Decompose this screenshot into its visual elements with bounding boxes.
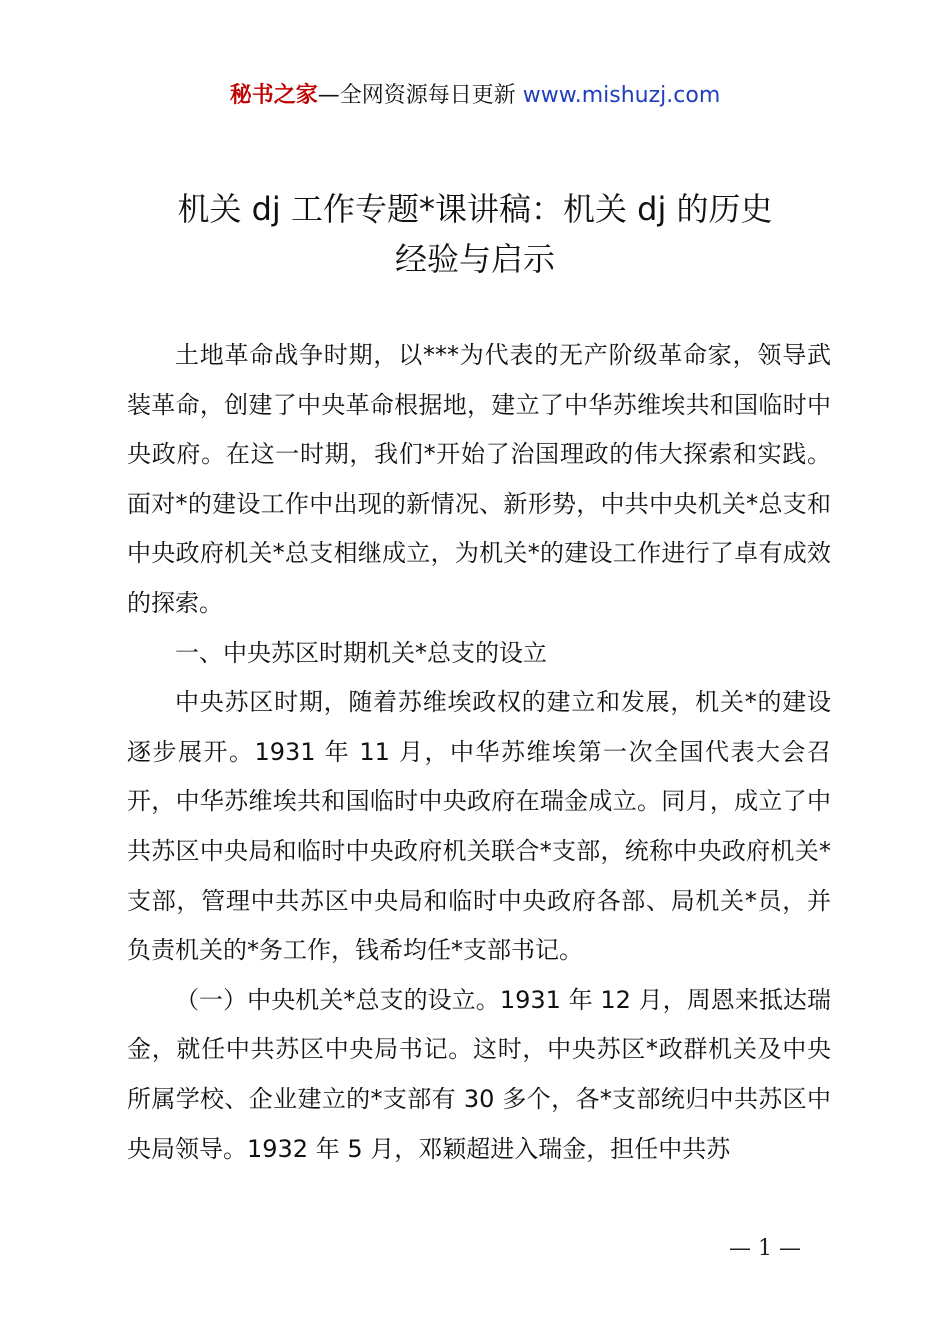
paragraph-intro: 土地革命战争时期，以***为代表的无产阶级革命家，领导武装革命，创建了中央革命根据地，建立了中华苏维埃共和国临时中央政府。在这一时期，我们*开始了治国理政的伟大探索和实践。面对*的建设工作中出现的新情况、新形势，中共中央机关*总支和中央政府机关*总支相继成立，为机关*的建设工作进行了卓有成效的探索。 (127, 341, 831, 617)
paragraph: （一）中央机关*总支的设立。1931 年 12 月，周恩来抵达瑞金，就任中共苏区中央局书记。这时，中央苏区*政群机关及中央所属学校、企业建立的*支部有 30 多个，各*支部统归中共苏区中央局领导。1932 年 5 月，邓颖超进入瑞金，担任中共苏 (127, 985, 831, 1163)
document-body (127, 331, 831, 1174)
document-title (120, 184, 830, 284)
banner-slogan: —全网资源每日更新 (317, 83, 523, 108)
page-number: — 1 — (729, 1236, 801, 1261)
site-url[interactable]: www.mishuzj.com (522, 83, 721, 108)
paragraph: 中央苏区时期，随着苏维埃政权的建立和发展，机关*的建设逐步展开。1931 年 11 月，中华苏维埃第一次全国代表大会召开，中华苏维埃共和国临时中央政府在瑞金成立。同月，成立了中共苏区中央局和临时中央政府机关联合*支部，统称中央政府机关*支部，管理中共苏区中央局和临时中央政府各部、局机关*员，并负责机关的*务工作，钱希均任*支部书记。 (127, 688, 831, 965)
brand-name: 秘书之家 (229, 83, 318, 108)
site-banner (0, 80, 950, 112)
section-heading: 一、中央苏区时期机关*总支的设立 (175, 638, 547, 667)
title-line-1: 机关 dj 工作专题*课讲稿：机关 dj 的历史 (177, 190, 773, 228)
title-line-2: 经验与启示 (394, 240, 555, 278)
